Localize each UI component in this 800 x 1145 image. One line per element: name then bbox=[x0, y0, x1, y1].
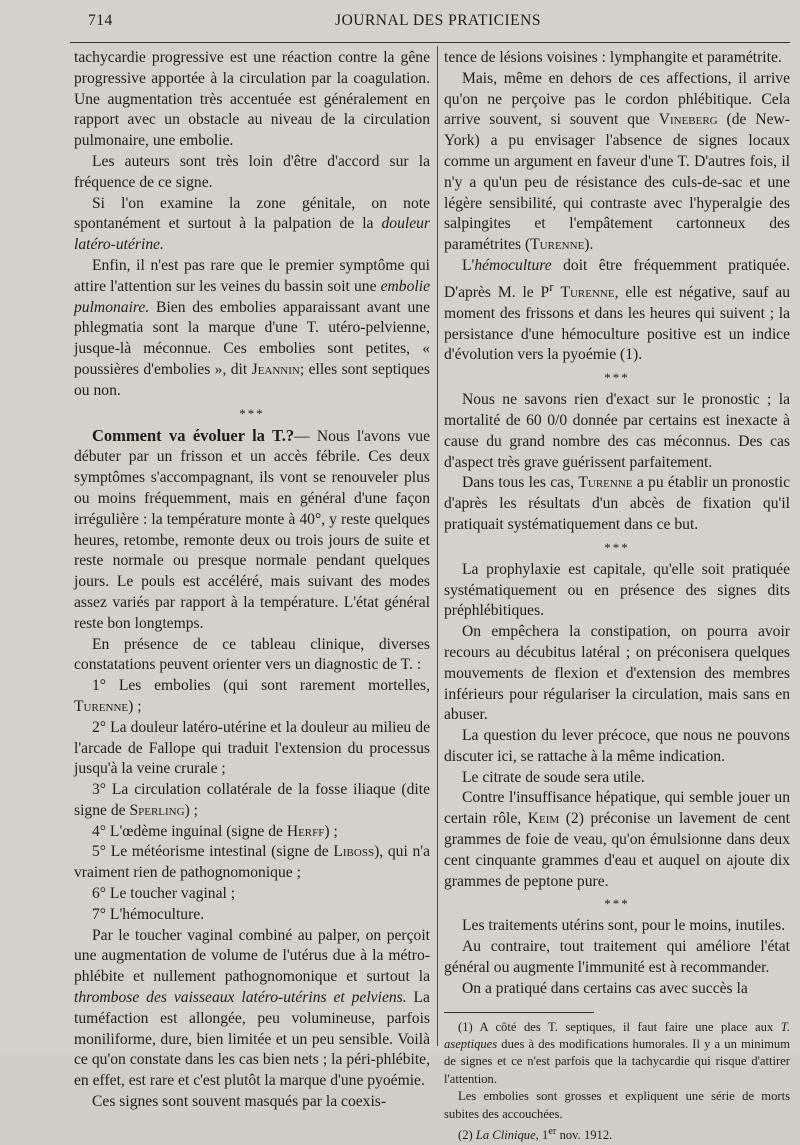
paragraph: Contre l'insuffisance hépatique, qui semble jouer un certain rôle, Keim (2) préconise un lavement de cent grammes de foie de veau, qu'on émulsionne dans deux cent cinquante grammes d'eau et auquel on ajoute dix grammes de peptone pure. bbox=[444, 789, 790, 890]
paragraph: On a pratiqué dans certains cas avec succès la bbox=[462, 979, 748, 997]
section-separator: *** bbox=[604, 539, 630, 555]
paragraph: Au contraire, tout traitement qui améliore l'état général ou augmente l'immunité est à recommander. bbox=[444, 938, 790, 977]
paragraph: Les auteurs sont très loin d'être d'accord sur la fréquence de ce signe. bbox=[74, 152, 430, 191]
paragraph: Le citrate de soude sera utile. bbox=[462, 768, 645, 786]
list-item: 1° Les embolies (qui sont rarement mortelles, Turenne) ; bbox=[74, 677, 430, 715]
right-column bbox=[444, 48, 790, 1145]
paragraph: L'hémoculture doit être fréquemment pratiquée. D'après M. le $P^r$ Turenne, elle est négative, sauf au moment des frissons et dans les heures qui suivent ; la persistance d'une hémoculture positive est un indice d'évolution vers la pyoémie (1). bbox=[444, 256, 790, 364]
paragraph: tachycardie progressive est une réaction contre la gêne progressive apportée à la circulation par la coagulation. Une augmentation très accentuée est généralement en rapport avec un obstacle au niveau de la circulation pulmonaire, une embolie. bbox=[74, 49, 430, 150]
list-item: 2° La douleur latéro-utérine et la douleur au milieu de l'arcade de Fallope qui traduit l'extension du processus jusqu'à la veine crurale ; bbox=[74, 718, 430, 778]
list-item: 4° L'œdème inguinal (signe de Herff) ; bbox=[92, 822, 338, 840]
paragraph: En présence de ce tableau clinique, diverses constatations peuvent orienter vers un diagnostic de T. : bbox=[74, 635, 430, 674]
column-divider bbox=[437, 46, 438, 1046]
page-header bbox=[88, 8, 788, 36]
section-separator: *** bbox=[604, 370, 630, 386]
section-separator: *** bbox=[604, 896, 630, 912]
footnote: (1) A côté des T. septiques, il faut faire une place aux T. aseptiques dues à des modifications humorales. Il y a un minimum de signes et ce n'est parfois que la tachycardie qui risque d'attirer l'attention. bbox=[444, 1019, 790, 1086]
paragraph: Mais, même en dehors de ces affections, il arrive qu'on ne perçoive pas le cordon phlébitique. Cela arrive souvent, si souvent que Vineberg (de New-York) a pu envisager l'absence de signes locaux comme un argument en faveur d'une T. D'autres fois, il n'y a qu'un peu de résistance des culs-de-sac et une légère sensibilité, qui contraste avec l'hyperalgie des salpingites et l'empâtement cartonneux des paramétrites (Turenne). bbox=[444, 69, 790, 254]
paragraph: La prophylaxie est capitale, qu'elle soit pratiquée systématiquement ou en présence des signes dits préphlébitiques. bbox=[444, 560, 790, 620]
running-head: JOURNAL DES PRATICIENS bbox=[335, 12, 541, 29]
paragraph: La question du lever précoce, que nous ne pouvons discuter ici, se rattache à la même indication. bbox=[444, 727, 790, 765]
section-separator: *** bbox=[239, 405, 265, 421]
list-item: 7° L'hémoculture. bbox=[92, 905, 205, 923]
footnote-rule bbox=[444, 1012, 594, 1013]
page-number: 714 bbox=[88, 12, 113, 29]
paragraph: Dans tous les cas, Turenne a pu établir un pronostic d'après les résultats d'un abcès de fixation qu'il pratiquait systématiquement dans ce but. bbox=[444, 474, 790, 533]
header-rule bbox=[70, 42, 790, 43]
list-item: 6° Le toucher vaginal ; bbox=[92, 885, 236, 903]
section-heading: Comment va évoluer la T.? bbox=[92, 425, 295, 445]
left-column bbox=[74, 48, 430, 1113]
paragraph: tence de lésions voisines : lymphangite et paramétrite. bbox=[444, 49, 782, 66]
paragraph: Comment va évoluer la T.?— Nous l'avons vue débuter par un frisson et un accès fébrile. Ces deux symptômes s'accompagnant, ils vont se renouveler plus ou moins fréquemment, mais en général d'une façon irrégulière : la température monte à 40°, y reste quelques heures, retombe, remonte deux ou trois jours de suite et reste normale ou presque normale pendant quelques jours. Le pouls est accéléré, mais suivant des modes assez variés par rapport à la température. L'état général reste bon longtemps. bbox=[74, 425, 431, 632]
footnote: (2) La Clinique, 1er nov. 1912. bbox=[458, 1126, 613, 1143]
footnote: Les embolies sont grosses et expliquent une série de morts subites des accouchées. bbox=[444, 1089, 790, 1121]
paragraph: Par le toucher vaginal combiné au palper, on perçoit une augmentation de volume de l'utérus due à la métro-phlébite et nullement pathognomonique et surtout la thrombose des vaisseaux latéro-utérins et pelviens. La tuméfaction est allongée, peu volumineuse, parfois moniliforme, dure, bien limitée et un peu sensible. Voilà ce qu'on constate dans les cas bien nets ; la péri-phlébite, en effet, est rare et c'est plutôt la marque d'une pyoémie. bbox=[74, 926, 430, 1090]
paragraph: Ces signes sont souvent masqués par la coexis- bbox=[92, 1093, 387, 1111]
list-item: 5° Le météorisme intestinal (signe de Liboss), qui n'a vraiment rien de pathognomonique ; bbox=[74, 843, 431, 882]
paragraph: Enfin, il n'est pas rare que le premier symptôme qui attire l'attention sur les veines du bassin soit une embolie pulmonaire. Bien des embolies apparaissant avant une phlegmatia sont la marque d'une T. utéro-pelvienne, jusque-là méconnue. Ces embolies sont petites, « poussières d'embolies », dit Jeannin; elles sont septiques ou non. bbox=[74, 256, 430, 399]
paragraph: On empêchera la constipation, on pourra avoir recours au décubitus latéral ; on préconisera quelques mouvements de flexion et d'extension des membres inférieurs pour régulariser la circulation, mais sans en abuser. bbox=[444, 623, 790, 724]
paragraph: Nous ne savons rien d'exact sur le pronostic ; la mortalité de 60 0/0 donnée par certains est inexacte à cause du grand nombre des cas méconnus. Des cas d'aspect très grave guérissent parfaitement. bbox=[444, 391, 790, 471]
paragraph: Si l'on examine la zone génitale, on note spontanément et surtout à la palpation de la douleur latéro-utérine. bbox=[74, 194, 430, 254]
paragraph: Les traitements utérins sont, pour le moins, inutiles. bbox=[462, 917, 786, 935]
list-item: 3° La circulation collatérale de la fosse iliaque (dite signe de Sperling) ; bbox=[74, 781, 430, 819]
